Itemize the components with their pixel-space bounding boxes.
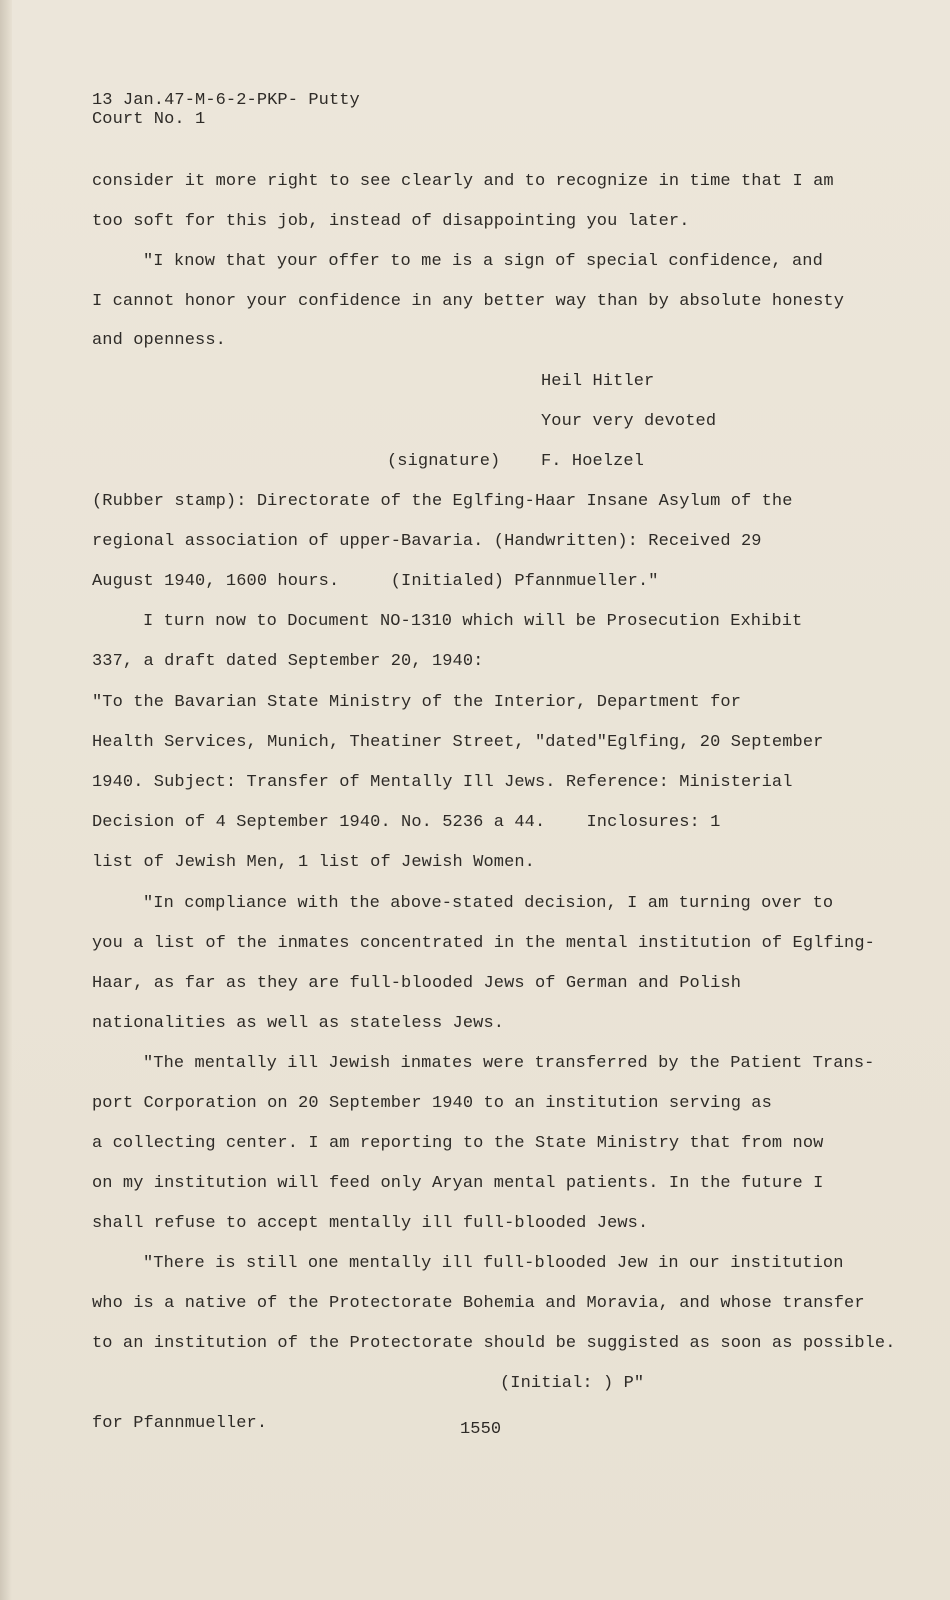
text-line: 337, a draft dated September 20, 1940: <box>92 652 484 671</box>
text-line: I cannot honor your confidence in any better way than by absolute honesty <box>92 292 845 311</box>
initial-mark: (Initial: ) P" <box>500 1374 645 1393</box>
signature-name: F. Hoelzel <box>541 452 645 471</box>
text-line: you a list of the inmates concentrated in the mental institution of Eglfing- <box>92 934 875 953</box>
text-line: (Rubber stamp): Directorate of the Eglfing-Haar Insane Asylum of the <box>92 492 793 511</box>
text-line: "To the Bavarian State Ministry of the Interior, Department for <box>92 693 742 712</box>
text-line: to an institution of the Protectorate should be suggisted as soon as possible. <box>92 1334 896 1353</box>
page-number: 1550 <box>460 1420 502 1439</box>
text-line: "The mentally ill Jewish inmates were transferred by the Patient Trans- <box>143 1054 875 1073</box>
text-line: "In compliance with the above-stated decision, I am turning over to <box>143 894 834 913</box>
closing-devoted: Your very devoted <box>541 412 717 431</box>
text-line: port Corporation on 20 September 1940 to an institution serving as <box>92 1094 772 1113</box>
text-line: too soft for this job, instead of disappointing you later. <box>92 212 690 231</box>
text-line: 1940. Subject: Transfer of Mentally Ill Jews. Reference: Ministerial <box>92 773 793 792</box>
text-line: consider it more right to see clearly and to recognize in time that I am <box>92 172 834 191</box>
text-line: who is a native of the Protectorate Bohemia and Moravia, and whose transfer <box>92 1294 865 1313</box>
text-line: a collecting center. I am reporting to the State Ministry that from now <box>92 1134 824 1153</box>
text-line: and openness. <box>92 331 226 350</box>
text-line: Decision of 4 September 1940. No. 5236 a 44. Inclosures: 1 <box>92 813 721 832</box>
text-line: Health Services, Munich, Theatiner Street, "dated"Eglfing, 20 September <box>92 733 824 752</box>
text-line: I turn now to Document NO-1310 which will be Prosecution Exhibit <box>143 612 803 631</box>
header-court: Court No. 1 <box>92 110 206 129</box>
text-line: list of Jewish Men, 1 list of Jewish Women. <box>92 853 535 872</box>
text-line: regional association of upper-Bavaria. (Handwritten): Received 29 <box>92 532 762 551</box>
footer-for-line: for Pfannmueller. <box>92 1414 268 1433</box>
text-line: August 1940, 1600 hours. (Initialed) Pfannmueller." <box>92 572 659 591</box>
closing-salutation: Heil Hitler <box>541 372 655 391</box>
page-edge-shadow <box>0 0 12 1600</box>
text-line: Haar, as far as they are full-blooded Jews of German and Polish <box>92 974 742 993</box>
header-reference: 13 Jan.47-M-6-2-PKP- Putty <box>92 91 360 110</box>
text-line: "I know that your offer to me is a sign of special confidence, and <box>143 252 823 271</box>
text-line: "There is still one mentally ill full-blooded Jew in our institution <box>143 1254 844 1273</box>
text-line: shall refuse to accept mentally ill full-blooded Jews. <box>92 1214 649 1233</box>
signature-label: (signature) <box>387 452 501 471</box>
text-line: on my institution will feed only Aryan mental patients. In the future I <box>92 1174 824 1193</box>
text-line: nationalities as well as stateless Jews. <box>92 1014 505 1033</box>
